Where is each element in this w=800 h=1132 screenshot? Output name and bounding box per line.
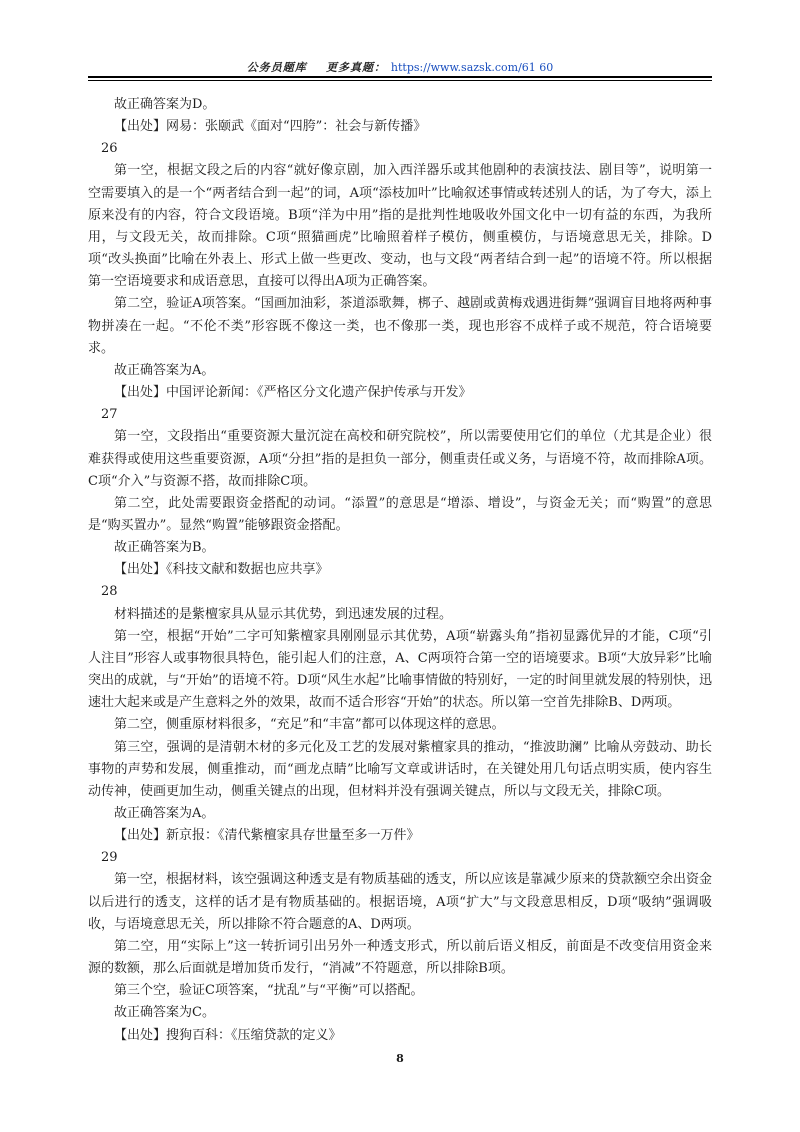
paragraph: 故正确答案为B。 (114, 540, 215, 556)
header-label-question-bank: 公务员题库 (246, 61, 307, 74)
paragraph: 第一空，根据材料，该空强调这种透支是有物质基础的透支，所以应该是靠减少原来的贷款额空余出资金以后进行的透支，这样的话才是有物质基础的。根据语境，A项“扩大”与文段意思相反，D项“吸纳”强调吸收，与语境意思无关，所以排除不符合题意的A、D两项。 (88, 872, 713, 932)
paragraph: 故正确答案为A。 (114, 806, 215, 821)
paragraph: 第三个空，验证C项答案，“扰乱”与“平衡”可以搭配。 (114, 983, 424, 999)
header-rule-thick (88, 76, 712, 78)
paragraph: 第二空，此处需要跟资金搭配的动词。“添置”的意思是“增添、增设”，与资金无关；而“购置”的意思是“购买置办”。显然“购置”能够跟资金搭配。 (88, 495, 712, 533)
header-link[interactable]: https://www.sazsk.com/61 60 (390, 61, 554, 74)
answer-explanation-body (88, 94, 712, 1047)
paragraph: 故正确答案为C。 (114, 1005, 215, 1021)
question-number: 26 (101, 141, 118, 157)
header-label-more-questions: 更多真题： (326, 61, 387, 74)
question-number: 27 (101, 407, 118, 423)
paragraph: 第三空，强调的是清朝木材的多元化及工艺的发展对紫檀家具的推动，“推波助澜” 比喻从旁鼓动、助长事物的声势和发展，侧重推动，而“画龙点睛”比喻写文章或讲话时，在关键处用几句话点明实质，使内容生动传神，使画更加生动，侧重关键点的出现，但材料并没有强调关键点，所以与文段无关，排除C项。 (88, 739, 712, 799)
paragraph: 【出处】搜狗百科：《压缩贷款的定义》 (114, 1027, 342, 1043)
paragraph: 【出处】中国评论新闻：《严格区分文化遗产保护传承与开发》 (114, 385, 472, 401)
paragraph: 第一空，根据文段之后的内容“就好像京剧，加入西洋器乐或其他剧种的表演技法、剧目等”，说明第一空需要填入的是一个“两者结合到一起”的词，A项“添枝加叶”比喻叙述事情或转述别人的话，为了夸大，添上原来没有的内容，符合文段语境。B项“洋为中用”指的是批判性地吸收外国文化中一切有益的东西，为我所用，与文段无关，故而排除。C项“照猫画虎”比喻照着样子模仿，侧重模仿，与语境意思无关，排除。D项“改头换面”比喻在外表上、形式上做一些更改、变动，也与文段“两者结合到一起”的语境不符。所以根据第一空语境要求和成语意思，直接可以得出A项为正确答案。 (88, 163, 712, 290)
paragraph: 第二空，验证A项答案。“国画加油彩，茶道添歌舞，梆子、越剧或黄梅戏遇进街舞”强调盲目地将两种事物拼凑在一起。“不伦不类”形容既不像这一类，也不像那一类，现也形容不成样子或不规范，符合语境要求。 (88, 296, 712, 356)
paragraph: 【出处】网易：张颐武《面对“四胯”：社会与新传播》 (114, 119, 427, 135)
paragraph: 第一空，文段指出“重要资源大量沉淀在高校和研究院校”，所以需要使用它们的单位（尤其是企业）很难获得或使用这些重要资源，A项“分担”指的是担负一部分，侧重责任或义务，与语境不符，故而排除A项。C项“介入”与资源不搭，故而排除C项。 (88, 429, 712, 489)
paragraph: 故正确答案为D。 (114, 97, 216, 112)
question-number: 29 (101, 850, 118, 866)
paragraph: 故正确答案为A。 (114, 362, 215, 378)
paragraph: 【出处】《科技文献和数据也应共享》 (114, 562, 329, 578)
paragraph: 【出处】新京报：《清代紫檀家具存世量至多一万件》 (114, 828, 420, 844)
page-number: 8 (396, 1052, 404, 1065)
header-rule-thin (88, 80, 712, 81)
page-header (0, 59, 800, 75)
question-number: 28 (101, 584, 118, 600)
paragraph: 第二空，用“实际上”这一转折词引出另外一种透支形式，所以前后语义相反，前面是不改变信用资金来源的数额，那么后面就是增加货币发行，“消减”不符题意，所以排除B项。 (88, 938, 712, 977)
paragraph: 第一空，根据“开始”二字可知紫檀家具刚刚显示其优势，A项“崭露头角”指初显露优异的才能，C项“引人注目”形容人或事物很具特色，能引起人们的注意，A、C两项符合第一空的语境要求。B项“大放异彩”比喻突出的成就，与“开始”的语境不符。D项“风生水起”比喻事情做的特别好，一定的时间里就发展的特别快，迅速壮大起来或是产生意料之外的效果，故而不适合形容“开始”的状态。所以第一空首先排除B、D两项。 (88, 628, 712, 711)
paragraph: 第二空，侧重原材料很多，“充足”和“丰富”都可以体现这样的意思。 (114, 717, 505, 733)
paragraph: 材料描述的是紫檀家具从显示其优势，到迅速发展的过程。 (114, 606, 453, 622)
